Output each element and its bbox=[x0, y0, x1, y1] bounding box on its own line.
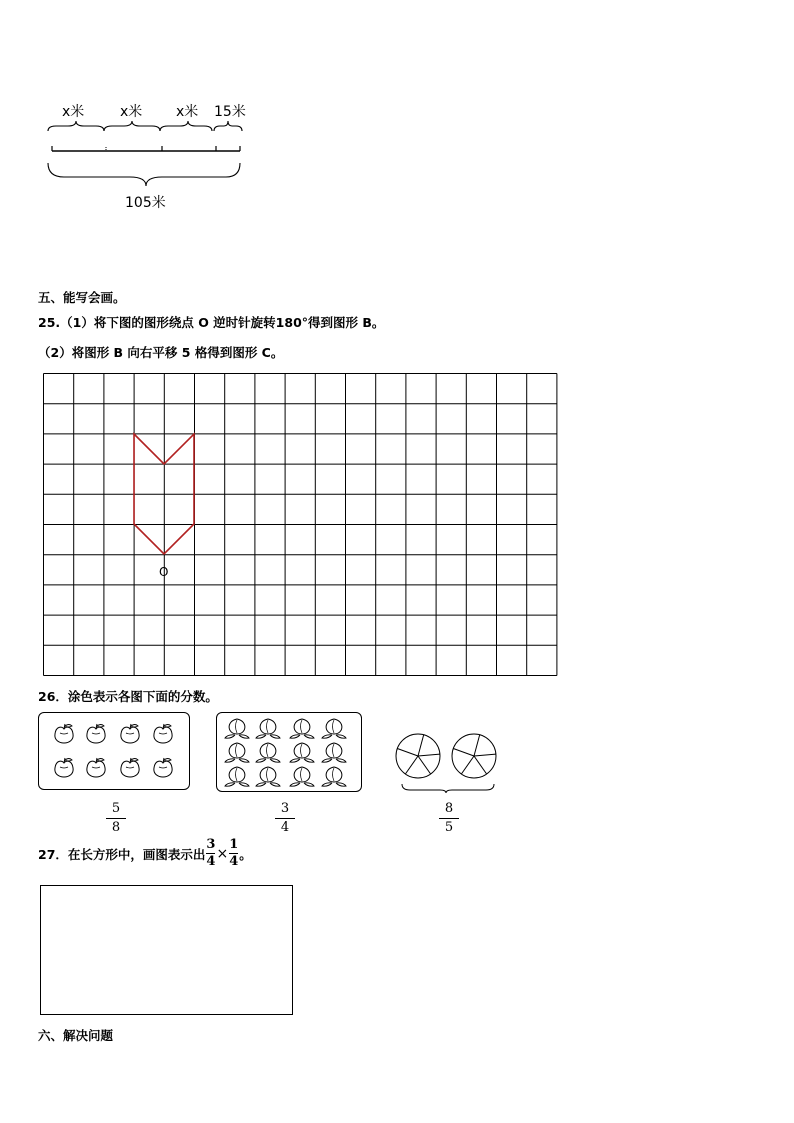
point-o-label: O bbox=[159, 565, 169, 579]
segment-label-1: x米 bbox=[62, 104, 85, 120]
question-27-text: 27．在长方形中，画图表示出 bbox=[38, 846, 206, 862]
question-26: 26．涂色表示各图下面的分数。 bbox=[38, 689, 218, 704]
peaches-group bbox=[216, 712, 362, 792]
peach-icon bbox=[225, 767, 249, 786]
peach-icon bbox=[322, 767, 346, 786]
drawing-rectangle[interactable] bbox=[40, 885, 293, 1015]
apples-group bbox=[38, 712, 190, 790]
apple-icon bbox=[121, 724, 139, 743]
times-sign: × bbox=[216, 845, 229, 862]
question-25-part-2: （2）将图形 B 向右平移 5 格得到图形 C。 bbox=[38, 345, 284, 360]
peach-icon bbox=[225, 719, 249, 738]
question-27 bbox=[38, 838, 252, 869]
fraction-apples: 5 8 bbox=[104, 802, 128, 835]
peach-icon bbox=[322, 743, 346, 762]
divided-circle bbox=[452, 734, 496, 778]
apple-icon bbox=[154, 724, 172, 743]
question-27-end: 。 bbox=[239, 846, 252, 862]
segment-label-2: x米 bbox=[120, 104, 143, 120]
section-5-title: 五、能写会画。 bbox=[38, 290, 126, 305]
peach-icon bbox=[256, 719, 280, 738]
apple-icon bbox=[87, 724, 105, 743]
divided-circle bbox=[396, 734, 440, 778]
peach-icon bbox=[290, 743, 314, 762]
fraction-one-quarter: $\frac{1}{4}$ bbox=[229, 837, 239, 869]
fraction-circles: 8 5 bbox=[437, 802, 461, 835]
circles-brace bbox=[402, 784, 494, 793]
circles-group bbox=[390, 726, 502, 796]
segment-total-label: 105米 bbox=[125, 195, 166, 211]
segment-label-3: x米 bbox=[176, 104, 199, 120]
apple-icon bbox=[121, 758, 139, 777]
section-6-title: 六、解决问题 bbox=[38, 1028, 114, 1043]
peach-icon bbox=[225, 743, 249, 762]
segment-label-4: 15米 bbox=[214, 104, 246, 120]
fraction-peaches: 3 4 bbox=[273, 802, 297, 835]
apple-icon bbox=[55, 758, 73, 777]
peach-icon bbox=[256, 767, 280, 786]
apple-icon bbox=[55, 724, 73, 743]
peach-icon bbox=[256, 743, 280, 762]
fraction-three-quarters: $\frac{3}{4}$ bbox=[206, 837, 216, 869]
apple-icon bbox=[87, 758, 105, 777]
apple-icon bbox=[154, 758, 172, 777]
question-25-part-1: 25.（1）将下图的图形绕点 O 逆时针旋转180°得到图形 B。 bbox=[38, 315, 385, 330]
peach-icon bbox=[290, 719, 314, 738]
peach-icon bbox=[322, 719, 346, 738]
peach-icon bbox=[290, 767, 314, 786]
